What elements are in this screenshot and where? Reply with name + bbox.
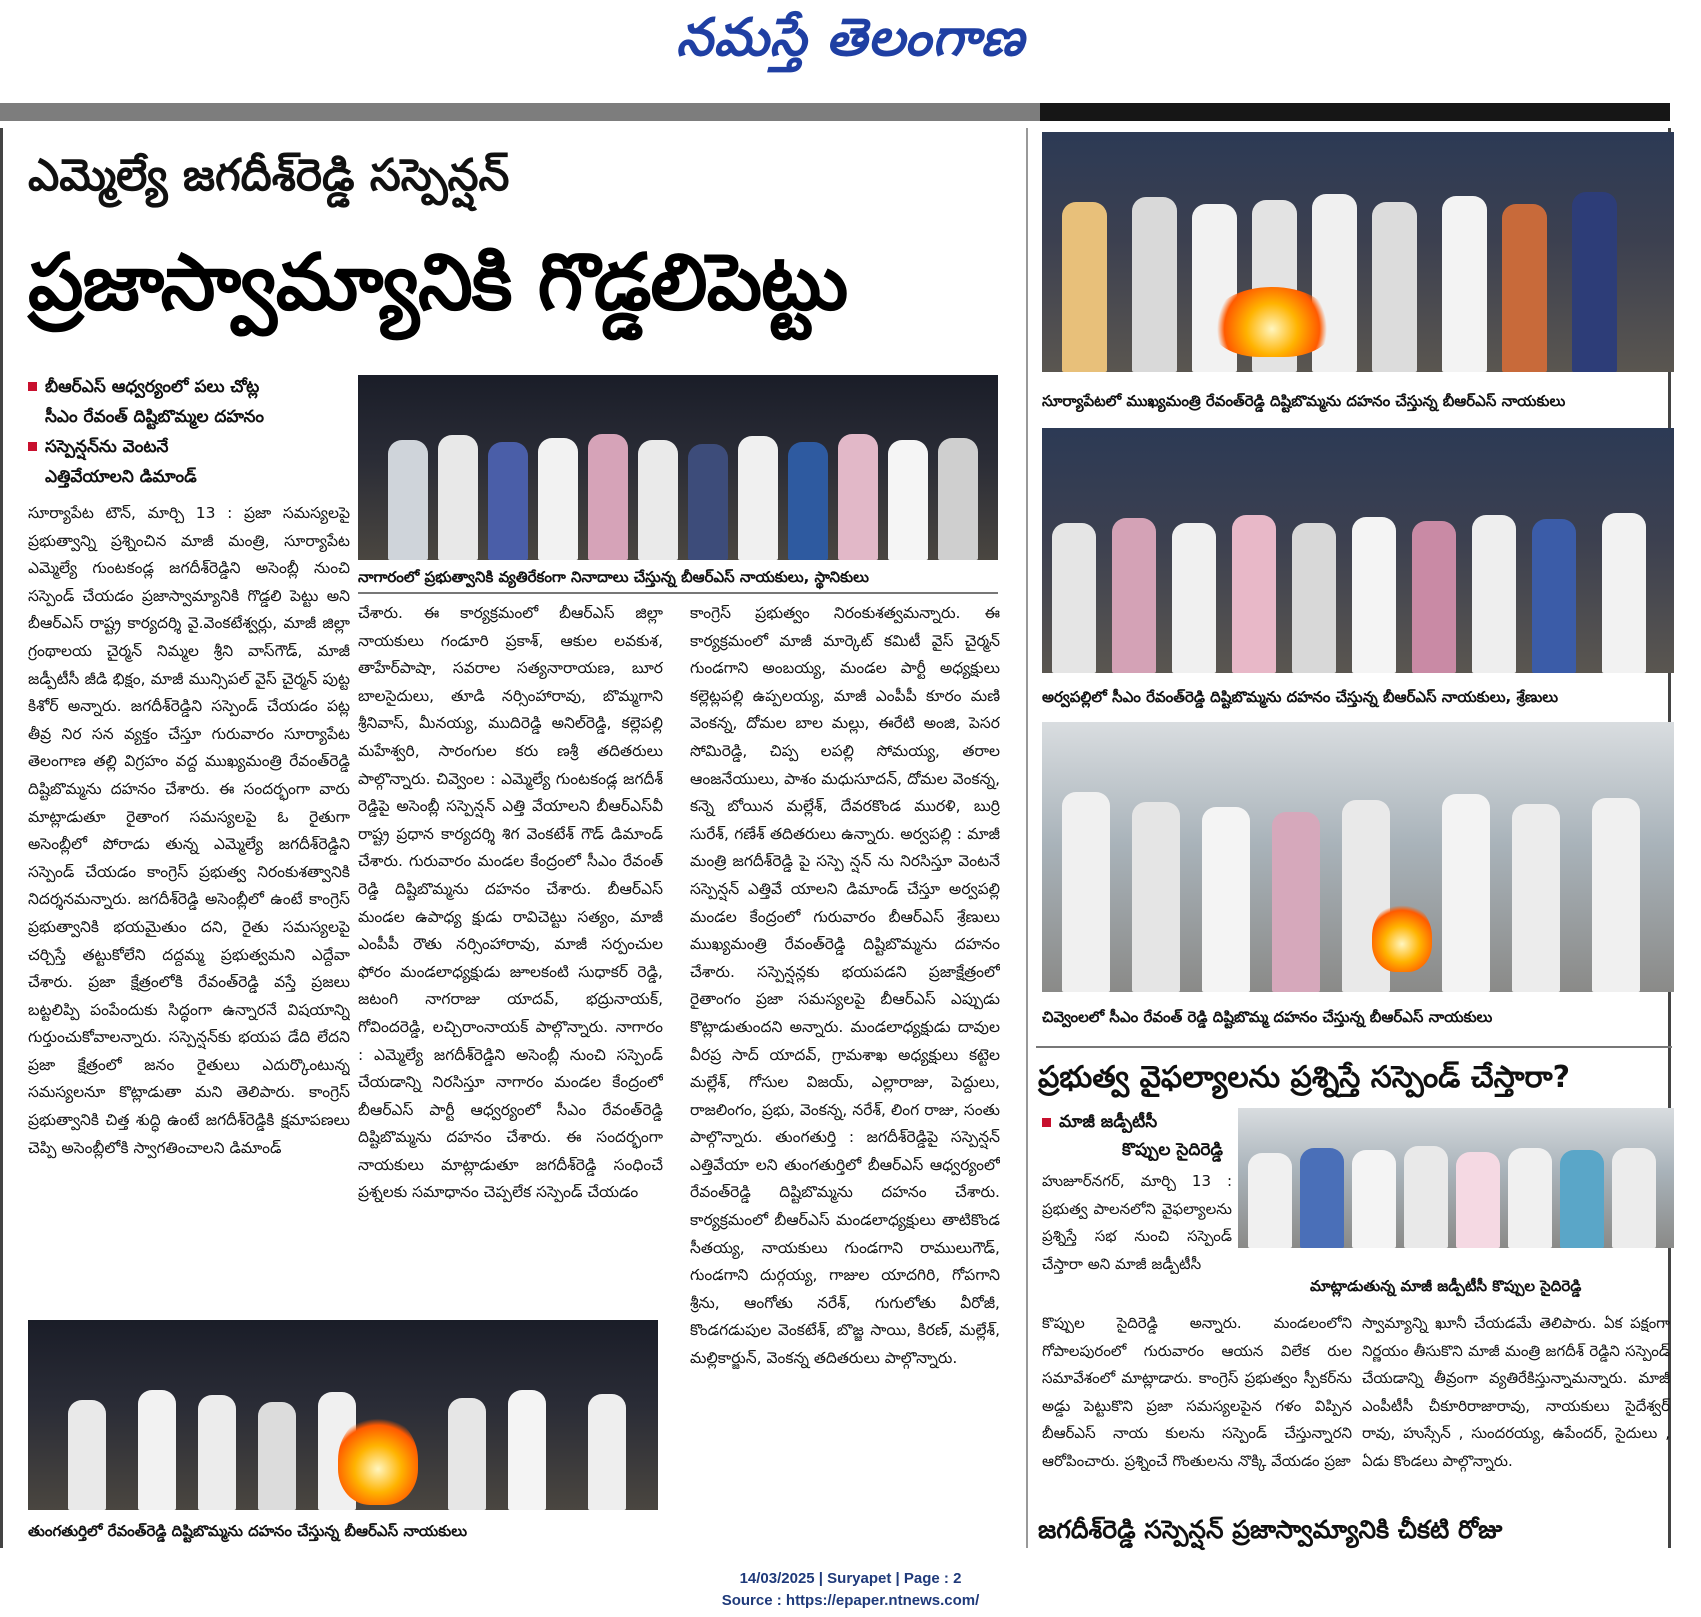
bullet-square-icon [28,382,37,391]
photo-caption: మాట్లాడుతున్న మాజీ జడ్పీటీసీ కొప్పుల సైదిరెడ్డి [1310,1277,1582,1295]
bullet-line: ఎత్తివేయాలని డిమాండ్ [45,467,197,487]
photo-tungaturthi [28,1320,658,1510]
masthead [0,0,1701,100]
article-text: కొప్పుల సైదిరెడ్డి అన్నారు. మండలంలోని గోపాలపురంలో గురువారం ఆయన విలేక రుల సమావేశంలో మాట్లాడారు. కాంగ్రెస్ ప్రభుత్వం స్పీకర్‌ను అడ్డు పెట్టుకొని ప్రజా సమస్యలపైన గళం విప్పిన బీఆర్‌ఎస్ నాయ కులను సస్పెండ్ చేస్తున్నారని ఆరోపించారు. ప్రశ్నించే గొంతులను నొక్కి వేయడం ప్రజా [1042,1314,1352,1470]
page-border-left [0,128,3,1548]
story2-column-2 [1362,1310,1670,1506]
article-column-1 [28,500,350,1300]
article-text: సూర్యాపేట టౌన్, మార్చి 13 : ప్రజా సమస్యలపై ప్రభుత్వాన్ని ప్రశ్నించిన మాజీ మంత్రి, సూర్యాపేట ఎమ్మెల్యే గుంటకండ్ల జగదీశ్‌రెడ్డిని అసెంబ్లీ నుంచి సస్పెండ్ చేయడం ప్రజాస్వామ్యానికి గొడ్డలి పెట్టు అని బీఆర్‌ఎస్ రాష్ట్ర కార్యదర్శి వై.వెంకటేశ్వర్లు, మాజీ జిల్లా గ్రంథాలయ చైర్మన్ నిమ్మల శ్రీని వాస్‌గౌడ్, మాజీ జడ్పీటీసీ జీడి భిక్షం, మాజీ మున్సిపల్ వైస్ చైర్మన్ పుట్ట కిశోర్ అన్నారు. జగదీశ్‌రెడ్డిని సస్పెండ్ చేయడం పట్ల తీవ్ర నిర సన వ్యక్తం చేస్తూ గురువారం సూర్యాపేట తెలంగాణ తల్లి విగ్రహం వద్ద ముఖ్యమంత్రి రేవంత్‌రెడ్డి దిష్టిబొమ్మను దహనం చేశారు. ఈ సందర్భంగా వారు మాట్లాడుతూ రైతాంగ సమస్యలపై ఓ రైతుగా అసెంబ్లీలో పోరాడు తున్న ఎమ్మెల్యే జగదీశ్‌రెడ్డిని సస్పెండ్ చేయడం కాంగ్రెస్ ప్రభుత్వ నిరంకుశత్వానికి నిదర్శనమన్నారు. జగదీశ్‌రెడ్డి అసెంబ్లీలో ఉంటే కాంగ్రెస్ ప్రభుత్వానికి భయమైతుం దని, రైతు సమస్యలపై చర్చిస్తే తట్టుకోలేని దద్దమ్మ ప్రభుత్వమని ఎద్దేవా చేశారు. ప్రజా క్షేత్రంలోకి రేవంత్‌రెడ్డి వస్తే ప్రజలు బట్టలిప్పి పంపేందుకు సిద్ధంగా ఉన్నారనే విషయాన్ని గుర్తుంచుకోవాలన్నారు. సస్పెన్షన్‌కు భయప డేది లేదని ప్రజా క్షేత్రంలో జనం రైతులు ఎదుర్కొంటున్న సమస్యలనూ కొట్లాడుతా మని తెలిపారు. కాంగ్రెస్ ప్రభుత్వానికి చిత్త శుద్ధి ఉంటే జగదీశ్‌రెడ్డికి క్షమాపణలు చెప్పి అసెంబ్లీలోకి స్వాగతించాలని డిమాండ్ [28,504,350,1157]
footer-source-link[interactable]: Source : https://epaper.ntnews.com/ [721,1592,980,1609]
newspaper-logo: నమస్తే తెలంగాణ [676,8,1025,68]
bullet-item [28,372,348,432]
story2-byline [1042,1108,1223,1164]
photo-suryapet [1042,132,1674,372]
story2-headline: ప్రభుత్వ వైఫల్యాలను ప్రశ్నిస్తే సస్పెండ్ చేస్తారా? [1038,1060,1571,1095]
photo-caption: తుంగతుర్తిలో రేవంత్‌రెడ్డి దిష్టిబొమ్మను దహనం చేస్తున్న బీఆర్‌ఎస్ నాయకులు [28,1522,468,1540]
article-text: హుజూర్‌నగర్, మార్చి 13 : ప్రభుత్వ పాలనలోని వైఫల్యాలను ప్రశ్నిస్తే సభ నుంచి సస్పెండ్ చేస్తారా అని మాజీ జడ్పీటీసీ [1042,1172,1232,1273]
photo-caption: అర్వపల్లిలో సీఎం రేవంత్‌రెడ్డి దిష్టిబొమ్మను దహనం చేస్తున్న బీఆర్‌ఎస్ నాయకులు, శ్రేణులు [1042,688,1559,706]
section-rule [1036,1046,1672,1048]
masthead-rule-left [0,103,1040,121]
bullet-line: బీఆర్‌ఎస్ ఆధ్వర్యంలో పలు చోట్ల [45,377,260,397]
photo-nagaram [358,375,998,560]
article-kicker: ఎమ్మెల్యే జగదీశ్‌రెడ్డి సస్పెన్షన్ [28,150,510,201]
photo-arvapalli [1042,428,1674,673]
photo-saidireddy [1238,1108,1674,1248]
masthead-rule-right [1040,103,1670,121]
story2-intro [1042,1168,1232,1278]
byline-name: కొప్పుల సైదిరెడ్డి [1122,1140,1223,1160]
byline-title: మాజీ జడ్పీటీసీ [1059,1112,1158,1132]
column-divider [1026,128,1028,1548]
photo-caption: సూర్యాపేటలో ముఖ్యమంత్రి రేవంత్‌రెడ్డి దిష్టిబొమ్మను దహనం చేస్తున్న బీఆర్‌ఎస్ నాయకులు [1042,392,1566,410]
story3-headline: జగదీశ్‌రెడ్డి సస్పెన్షన్ ప్రజాస్వామ్యానికి చీకటి రోజు [1038,1515,1503,1544]
photo-chivvemla [1042,722,1674,992]
footer-date-page: 14/03/2025 | Suryapet | Page : 2 [739,1570,962,1587]
article-text: కాంగ్రెస్ ప్రభుత్వం నిరంకుశత్వమన్నారు. ఈ కార్యక్రమంలో మాజీ మార్కెట్ కమిటీ వైస్ చైర్మన్ గుండగాని అంబయ్య, మండల పార్టీ అధ్యక్షులు కల్లెట్లపల్లి ఉప్పలయ్య, మాజీ ఎంపీపీ కూరం మణి వెంకన్న, దోమల బాల మల్లు, ఈరేటి అంజి, పెసర సోమిరెడ్డి, చిప్ప లపల్లి సోమయ్య, తరాల ఆంజనేయులు, పాశం మధుసూదన్, దోమల వెంకన్న, కన్నె బోయిన మల్లేశ్, దేవరకొండ మురళి, బుర్రి సురేశ్, గణేశ్ తదితరులు ఉన్నారు. అర్వపల్లి : మాజీ మంత్రి జగదీశ్‌రెడ్డి పై సస్పె న్షన్ ను నిరసిస్తూ వెంటనే సస్పెన్షన్ ఎత్తివే యాలని డిమాండ్ చేస్తూ అర్వపల్లి మండల కేంద్రంలో గురువారం బీఆర్‌ఎస్ శ్రేణులు ముఖ్యమంత్రి రేవంత్‌రెడ్డి దిష్టిబొమ్మను దహనం చేశారు. సస్పెన్షన్లకు భయపడని ప్రజాక్షేత్రంలో రైతాంగం ప్రజా సమస్యలపై బీఆర్‌ఎస్ ఎప్పుడు కొట్లాడుతుందని అన్నారు. మండలాధ్యక్షుడు దావుల వీరప్ర సాద్ యాదవ్, గ్రామశాఖ అధ్యక్షులు కట్టెల మల్లేశ్, గోసుల విజయ్, ఎల్లారాజు, పెద్దులు, రాజలింగం, ప్రభు, వెంకన్న, నరేశ్, లింగ రాజు, సంతు పాల్గొన్నారు. తుంగతుర్తి : జగదీశ్‌రెడ్డిపై సస్పెన్షన్ ఎత్తివేయా లని తుంగతుర్తిలో బీఆర్‌ఎస్ ఆధ్వర్యంలో రేవంత్‌రెడ్డి దిష్టిబొమ్మను దహనం చేశారు. కార్యక్రమంలో బీఆర్‌ఎస్ మండలాధ్యక్షులు తాటికొండ సీతయ్య, నాయకులు గుండగాని రాములుగౌడ్, గుండగాని దుర్గయ్య, గాజుల యాదగిరి, గోపగాని శ్రీను, ఆంగోతు నరేశ్, గుగులోతు వీరోజీ, కొండగడుపుల వెంకటేశ్, బొజ్జ సాయి, కిరణ్, మల్లేశ్, మల్లికార్జున్, వెంకన్న తదితరులు పాల్గొన్నారు. [690,604,1000,1368]
bullet-square-icon [1042,1118,1051,1127]
article-text: చేశారు. ఈ కార్యక్రమంలో బీఆర్‌ఎస్ జిల్లా నాయకులు గండూరి ప్రకాశ్, ఆకుల లవకుశ, తాహేర్‌పాషా, సవరాల సత్యనారాయణ, బూర బాలసైదులు, తూడి నర్సింహారావు, బొమ్మగాని శ్రీనివాస్, మీనయ్య, ముదిరెడ్డి అనిల్‌రెడ్డి, కల్లెపల్లి మహేశ్వరి, సారంగుల కరు ణశ్రీ తదితరులు పాల్గొన్నారు. చివ్వెంల : ఎమ్మెల్యే గుంటకండ్ల జగదీశ్ రెడ్డిపై అసెంబ్లీ సస్పెన్షన్ ఎత్తి వేయాలని బీఆర్‌ఎస్‌వీ రాష్ట్ర ప్రధాన కార్యదర్శి శిగ వెంకటేశ్ గౌడ్ డిమాండ్ చేశారు. గురువారం మండల కేంద్రంలో సీఎం రేవంత్ రెడ్డి దిష్టిబొమ్మను దహనం చేశారు. బీఆర్‌ఎస్ మండల ఉపాధ్య క్షుడు రావిచెట్టు సత్యం, మాజీ ఎంపీపీ రౌతు నర్సింహారావు, మాజీ సర్పంచుల ఫోరం మండలాధ్యక్షుడు జూలకంటి సుధాకర్ రెడ్డి, జటంగి నాగరాజు యాదవ్, భద్రునాయక్, గోవిందరెడ్డి, లచ్చిరాంనాయక్ పాల్గొన్నారు. నాగారం : ఎమ్మెల్యే జగదీశ్‌రెడ్డిని అసెంబ్లీ నుంచి సస్పెండ్ చేయడాన్ని నిరసిస్తూ నాగారం మండల కేంద్రంలో బీఆర్‌ఎస్ పార్టీ ఆధ్వర్యంలో సీఎం రేవంత్‌రెడ్డి దిష్టిబొమ్మను దహనం చేశారు. ఈ సందర్భంగా నాయకులు మాట్లాడుతూ జగదీశ్‌రెడ్డి సంధించే ప్రశ్నలకు సమాధానం చెప్పలేక సస్పెండ్ చేయడం [358,604,663,1202]
story2-column-1 [1042,1310,1352,1506]
article-column-3 [690,600,1000,1535]
photo-caption: నాగారంలో ప్రభుత్వానికి వ్యతిరేకంగా నినాదాలు చేస్తున్న బీఆర్‌ఎస్ నాయకులు, స్థానికులు [358,568,869,586]
article-column-2 [358,600,663,1320]
bullet-line: సస్పెన్షన్‌ను వెంటనే [45,437,169,457]
page-footer [0,1568,1701,1612]
article-text: స్వామ్యాన్ని ఖూనీ చేయడమే తెలిపారు. ఏక పక్షంగా నిర్ణయం తీసుకొని మాజీ మంత్రి జగదీశ్ రెడ్డిని సస్పెండ్ చేయడాన్ని తీవ్రంగా వ్యతిరేకిస్తున్నామన్నారు. మాజీ ఎంపీటీసీ చీకూరిరాజారావు, నాయకులు సైదేశ్వర్ రావు, హుస్సేన్ , సుందరయ్య, ఉపేందర్, సైదులు , ఏడు కొండలు పాల్గొన్నారు. [1362,1314,1670,1470]
caption-rule [358,592,998,594]
bullet-item [28,432,348,492]
photo-caption: చివ్వెంలలో సీఎం రేవంత్ రెడ్డి దిష్టిబొమ్మ దహనం చేస్తున్న బీఆర్‌ఎస్ నాయకులు [1042,1008,1493,1026]
bullet-line: సీఎం రేవంత్ దిష్టిబొమ్మల దహనం [45,407,265,427]
bullet-square-icon [28,442,37,451]
article-bullets [28,372,348,492]
article-headline: ప్రజాస్వామ్యానికి గొడ్డలిపెట్టు [28,238,848,328]
